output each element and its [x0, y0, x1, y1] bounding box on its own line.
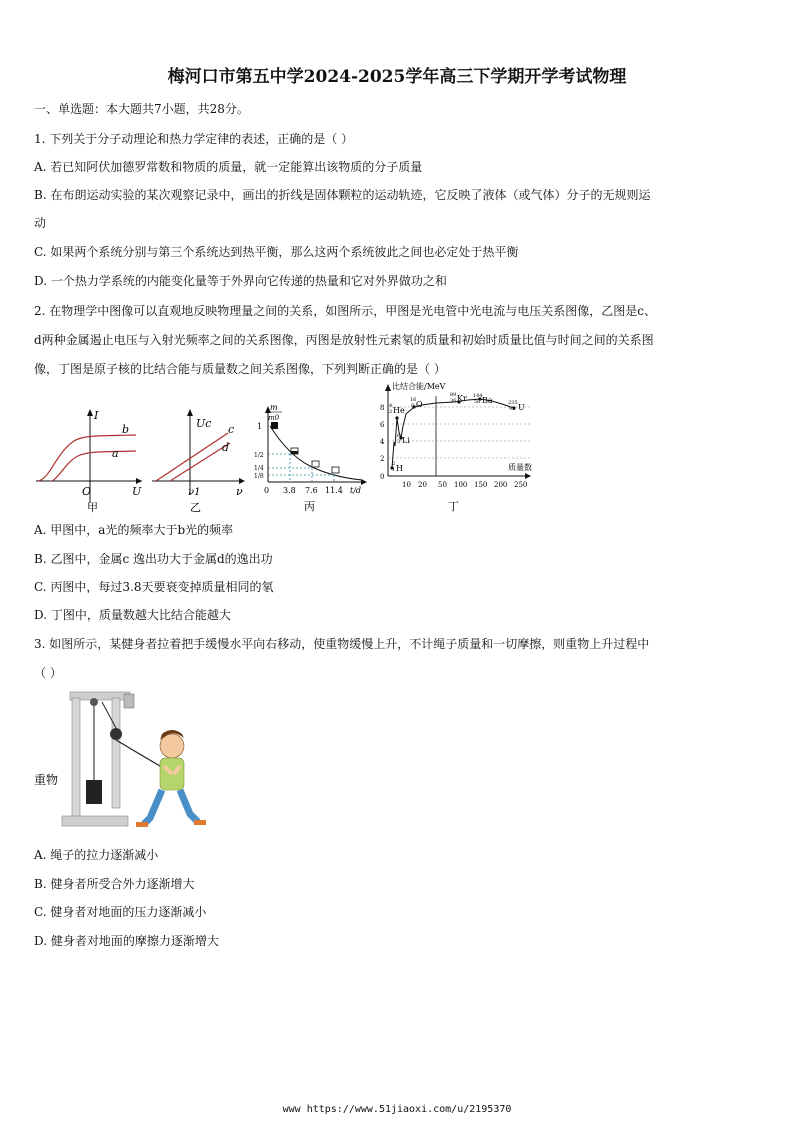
bing-tick-1: 1 [257, 422, 263, 431]
ding-Kr-z: 36 [450, 398, 457, 404]
jia-caption: 甲 [87, 501, 98, 514]
ding-He-label: He [393, 406, 405, 415]
ding-U-label: U [518, 403, 525, 412]
yi-caption: 乙 [190, 501, 201, 514]
bing-x-label: t/d [350, 486, 362, 495]
bing-x2: 7.6 [305, 486, 318, 495]
q1-option-a: A. 若已知阿伏加德罗常数和物质的质量，就一定能算出该物质的分子质量 [34, 160, 423, 174]
person-head [160, 734, 184, 758]
ding-ytick-8: 8 [380, 404, 385, 412]
ding-Ba-z: 56 [474, 399, 481, 405]
q2-option-a: A. 甲图中，a光的频率大于b光的频率 [34, 523, 234, 537]
yi-y-label: Uc [196, 417, 212, 430]
jia-x-label: U [132, 485, 142, 498]
section-heading: 一、单选题：本大题共7小题，共28分。 [34, 102, 249, 116]
ding-He-mass: 4 [389, 403, 393, 409]
ding-ytick-2: 2 [380, 455, 385, 463]
ding-H-mass: 2 [392, 461, 396, 467]
weight-block [86, 780, 102, 804]
q1-option-d: D. 一个热力学系统的内能变化量等于外界向它传递的热量和它对外界做功之和 [34, 274, 447, 288]
ding-Kr-label: Kr [457, 394, 467, 403]
bing-y-label-top: m [270, 403, 278, 412]
q1-option-c: C. 如果两个系统分别与第三个系统达到热平衡，那么这两个系统彼此之间也必定处于热平衡 [34, 245, 519, 259]
q1-option-b-cont: 动 [34, 216, 47, 230]
ding-xtick-20: 20 [418, 481, 427, 489]
bing-x0: 0 [264, 486, 270, 495]
q1-option-b: B. 在布朗运动实验的某次观察记录中，画出的折线是固体颗粒的运动轨迹，它反映了液体（或气体）分子的无规则运 [34, 188, 651, 202]
q3-stem-line2: （ ） [34, 666, 62, 680]
ding-xtick-200: 200 [494, 481, 508, 489]
ding-x-label: 质量数 [508, 463, 532, 472]
ding-ytick-0: 0 [380, 473, 385, 481]
yi-v1-label: ν1 [188, 487, 201, 498]
q2-stem-line2: d两种金属遏止电压与入射光频率之间的关系图像，丙图是放射性元素氡的质量和初始时质量比值与时间之间的关系图 [34, 333, 654, 347]
bing-caption: 丙 [304, 500, 315, 513]
ding-Li-z: 3 [397, 439, 401, 445]
ding-Ba-label: Ba [482, 396, 493, 405]
ding-U-z: 92 [509, 406, 516, 412]
bing-x1: 3.8 [283, 486, 296, 495]
pulley-wheel [110, 728, 122, 740]
ding-O-label: O [416, 400, 423, 409]
yi-d-label: d [222, 441, 230, 454]
bing-sample-4 [332, 467, 339, 473]
ding-Kr-mass: 89 [450, 392, 457, 398]
ding-point-He [395, 416, 398, 419]
q3-option-d: D. 健身者对地面的摩擦力逐渐增大 [34, 934, 219, 948]
ding-ytick-6: 6 [380, 421, 385, 429]
q2-stem-line3: 像，丁图是原子核的比结合能与质量数之间关系图像，下列判断正确的是（ ） [34, 362, 446, 376]
ding-Ba-mass: 144 [473, 393, 483, 399]
ding-xtick-250: 250 [514, 481, 528, 489]
bing-sample-3 [312, 461, 319, 467]
bing-tick-half: 1/2 [254, 452, 264, 459]
figure-jia [32, 405, 147, 515]
bing-x3: 11.4 [325, 486, 343, 495]
figure-yi [148, 405, 248, 515]
ding-Li-label: Li [402, 436, 410, 445]
bing-tick-eighth: 1/8 [254, 473, 264, 480]
ding-xtick-10: 10 [402, 481, 411, 489]
q3-option-c: C. 健身者对地面的压力逐渐减小 [34, 905, 207, 919]
ding-O-mass: 16 [410, 397, 417, 403]
page-title: 梅河口市第五中学2024-2025学年高三下学期开学考试物理 [167, 67, 627, 87]
yi-c-label: c [228, 423, 235, 436]
weight-label: 重物 [34, 773, 59, 787]
q2-option-c: C. 丙图中，每过3.8天要衰变掉质量相同的氡 [34, 580, 274, 594]
q2-option-b: B. 乙图中，金属c 逸出功大于金属d的逸出功 [34, 552, 273, 566]
jia-b-label: b [122, 423, 130, 436]
ding-H-z: 1 [392, 467, 396, 473]
q2-option-d: D. 丁图中，质量数越大比结合能越大 [34, 608, 231, 622]
q2-stem-line1: 2. 在物理学中图像可以直观地反映物理量之间的关系，如图所示，甲图是光电管中光电流与电压关系图像，乙图是c、 [34, 304, 656, 318]
ding-Li-mass: 6 [397, 433, 401, 439]
bing-tick-quarter: 1/4 [254, 465, 264, 472]
footer-watermark-url[interactable]: www https://www.51jiaoxi.com/u/2195370 [282, 1104, 512, 1115]
ding-xtick-50: 50 [438, 481, 447, 489]
figure-bing [254, 398, 370, 516]
ding-ytick-4: 4 [380, 438, 385, 446]
figure-ding [370, 380, 540, 516]
jia-origin-label: O [82, 485, 92, 498]
q3-option-a: A. 绳子的拉力逐渐减小 [34, 848, 159, 862]
ding-O-z: 8 [411, 403, 415, 409]
bing-y-label-bottom: m0 [268, 414, 280, 422]
figure-pulley [32, 688, 207, 838]
bing-sample-1 [271, 422, 278, 429]
jia-a-label: a [112, 447, 119, 460]
jia-y-label: I [94, 409, 99, 422]
yi-x-label: ν [236, 485, 243, 498]
ding-He-z: 2 [389, 409, 393, 415]
q1-stem: 1. 下列关于分子动理论和热力学定律的表述，正确的是（ ） [34, 132, 354, 146]
ding-xtick-150: 150 [474, 481, 488, 489]
ding-H-label: H [396, 464, 403, 473]
q3-option-b: B. 健身者所受合外力逐渐增大 [34, 877, 195, 891]
ding-xtick-100: 100 [454, 481, 468, 489]
ding-U-mass: 235 [508, 400, 518, 406]
ding-caption: 丁 [448, 500, 459, 513]
ding-y-label: 比结合能/MeV [392, 382, 446, 391]
q3-stem-line1: 3. 如图所示，某健身者拉着把手缓慢水平向右移动，使重物缓慢上升，不计绳子质量和一切摩擦，则重物上升过程中 [34, 637, 650, 651]
